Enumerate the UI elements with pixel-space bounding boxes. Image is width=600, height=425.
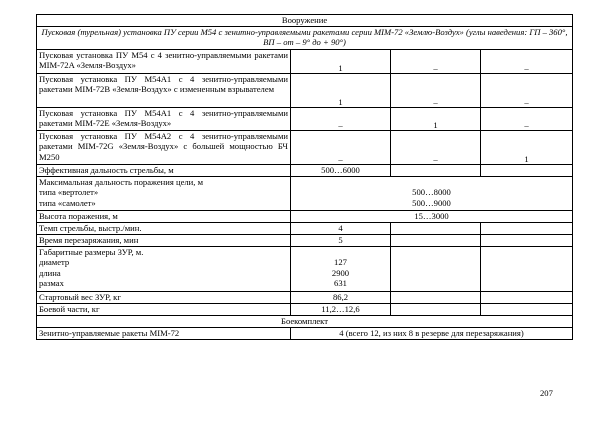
variant-cell: 1 [481,131,573,165]
weight-label: Стартовый вес ЗУР, кг [37,292,291,304]
dims-diameter-value: 127 [334,257,347,268]
variant-cell: – [291,108,391,131]
table-row [37,131,573,165]
missiles-value: 4 (всего 12, из них 8 в резерве для перезаряжания) [291,328,573,340]
page-number: 207 [540,388,553,398]
table-row [37,50,573,74]
variant-cell: 1 [291,74,391,108]
reload-value: 5 [291,235,391,247]
variant-cell: – [291,131,391,165]
variant-cell: – [481,50,573,74]
missiles-label: Зенитно-управляемые ракеты MIM-72 [37,328,291,340]
max-range-plane-label: типа «самолет» [39,197,96,208]
variant-cell: – [481,108,573,131]
eff-range-label: Эффективная дальность стрельбы, м [37,165,291,177]
section-armament: Вооружение [37,15,573,27]
table-row [37,223,573,235]
variant-cell: – [391,50,481,74]
eff-range-value: 500…6000 [291,165,391,177]
max-range-heli-value: 500…8000 [412,187,451,198]
table-row [37,177,573,211]
table-row [37,292,573,304]
warhead-label: Боевой части, кг [37,304,291,316]
dims-length-label: длина [39,267,61,278]
variant-cell: – [391,74,481,108]
table-row [37,108,573,131]
table-row [37,247,573,292]
table-row [37,304,573,316]
variant-name: Пусковая установка ПУ М54А1 с 4 зенитно-управляемыми ракетами MIM-72E «Земля-Воздух» [37,108,291,131]
variant-cell: – [391,131,481,165]
rate-value: 4 [291,223,391,235]
dims-title: Габаритные размеры ЗУР, м. [39,247,144,257]
altitude-label: Высота поражения, м [37,211,291,223]
altitude-value: 15…3000 [291,211,573,223]
reload-label: Время перезаряжания, мин [37,235,291,247]
dims-span-label: размах [39,278,64,289]
max-range-title: Максимальная дальность поражения цели, м [39,177,204,187]
max-range-heli-label: типа «вертолет» [39,187,99,198]
section-ammo: Боекомплект [37,316,573,328]
launcher-header: Пусковая (турельная) установка ПУ серии М54 с зенитно-управляемыми ракетами серии MIM-72 «Землю-Воздух» (углы наведения: ГП – 360°, ВП – от – 9° до + 90°) [37,27,573,50]
dims-length-value: 2900 [331,267,350,278]
variant-cell: – [481,74,573,108]
warhead-value: 11,2…12,6 [291,304,391,316]
max-range-plane-value: 500…9000 [412,197,451,208]
rate-label: Темп стрельбы, выстр./мин. [37,223,291,235]
variant-cell: 1 [391,108,481,131]
variant-cell: 1 [291,50,391,74]
table-row [37,74,573,108]
variant-name: Пусковая установка ПУ М54А2 с 4 зенитно-управляемыми ракетами MIM-72G «Земля-Воздух» с большей мощностью БЧ М250 [37,131,291,165]
table-row [37,165,573,177]
table-row [37,328,573,340]
dims-span-value: 631 [334,278,347,289]
dims-diameter-label: диаметр [39,257,70,268]
variant-name: Пусковая установка ПУ М54А1 с 4 зенитно-управляемыми ракетами MIM-72B «Земля-Воздух» с измененным взрывателем [37,74,291,108]
armament-table [36,14,573,340]
table-row [37,211,573,223]
variant-name: Пусковая установка ПУ М54 с 4 зенитно-управляемыми ракетами MIM-72A «Земля-Воздух» [37,50,291,74]
weight-value: 86,2 [291,292,391,304]
table-row [37,235,573,247]
